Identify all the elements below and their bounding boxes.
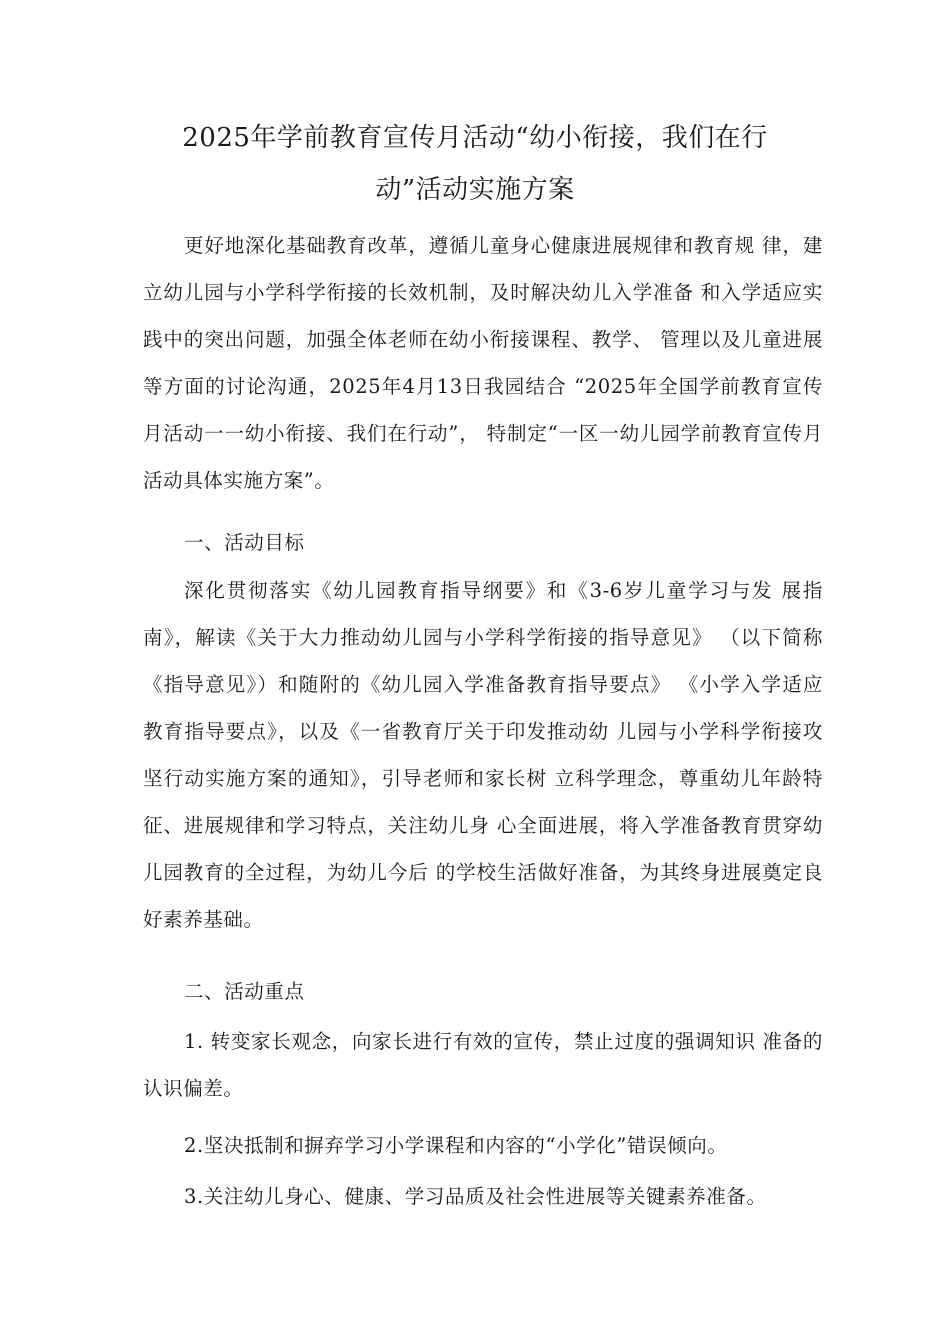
title-line-1: 2025年学前教育宣传月活动“幼小衔接，我们在行 bbox=[182, 123, 768, 153]
goals-paragraph: 深化贯彻落实《幼儿园教育指导纲要》和《3-6岁儿童学习与发 展指南》，解读《关于大力推动幼儿园与小学科学衔接的指导意见》 （以下简称《指导意见》）和随附的《幼儿园入学准备教育指导要点》 《小学入学适应教育指导要点》，以及《一省教育厅关于印发推动幼 儿园与小学科学衔接攻坚行动实施方案的通知》，引导老师和家长树 立科学理念，尊重幼儿年龄特征、进展规律和学习特点，关注幼儿身 心全面进展，将入学准备教育贯穿幼儿园教育的全过程，为幼儿今后 的学校生活做好准备，为其终身进展奠定良好素养基础。 bbox=[143, 579, 823, 931]
focus-point-1: 1. 转变家长观念，向家长进行有效的宣传，禁止过度的强调知识 准备的认识偏差。 bbox=[143, 1030, 823, 1100]
focus-point-2: 2.坚决抵制和摒弃学习小学课程和内容的“小学化”错误倾向。 bbox=[184, 1134, 728, 1157]
section-heading-focus: 二、活动重点 bbox=[184, 980, 305, 1003]
focus-point-3: 3.关注幼儿身心、健康、学习品质及社会性进展等关键素养准备。 bbox=[184, 1185, 767, 1208]
section-heading-goals: 一、活动目标 bbox=[184, 531, 305, 554]
intro-paragraph: 更好地深化基础教育改革，遵循儿童身心健康进展规律和教育规 律，建立幼儿园与小学科学衔接的长效机制，及时解决幼儿入学准备 和入学适应实践中的突出问题，加强全体老师在幼小衔接课程、教学、 管理以及儿童进展等方面的讨论沟通，2025年4月13日我园结合 “2025年全国学前教育宣传月活动一一幼小衔接、我们在行动”， 特制定“一区一幼儿园学前教育宣传月活动具体实施方案”。 bbox=[143, 234, 823, 492]
title-line-2: 动”活动实施方案 bbox=[375, 175, 575, 205]
document-title bbox=[120, 112, 830, 216]
